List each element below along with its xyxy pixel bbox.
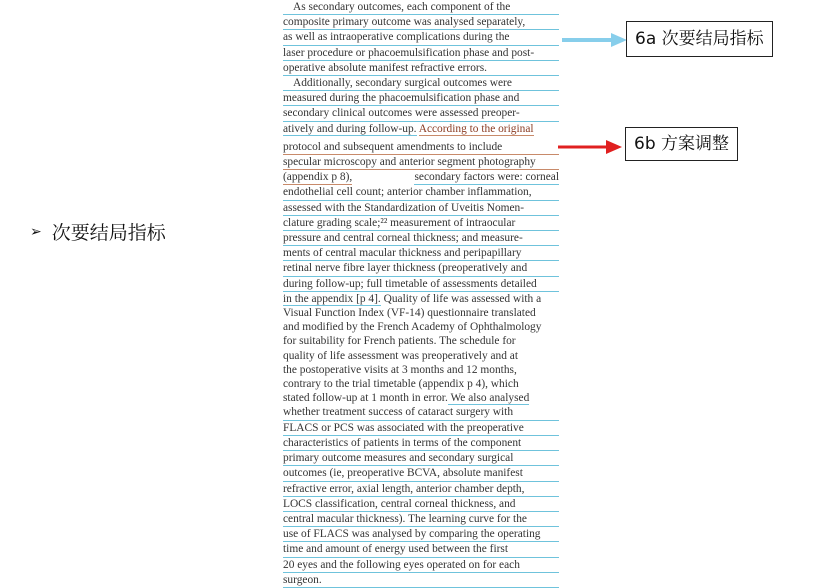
text-segment: We also analysed	[447, 392, 530, 405]
protocol-change-line: specular microscopy and anterior segment photography	[283, 155, 559, 170]
callout-secondary-outcomes: 6a 次要结局指标	[626, 21, 773, 57]
text-line: quality of life assessment was preoperatively and at	[283, 349, 519, 362]
slide-bullet	[30, 218, 166, 245]
text-line: surgeon.	[283, 573, 559, 588]
text-line: for suitability for French patients. The schedule for	[283, 335, 516, 348]
text-line: outcomes (ie, preoperative BCVA, absolute manifest	[283, 466, 559, 481]
text-line: characteristics of patients in terms of the component	[283, 436, 559, 451]
text-line: use of FLACS was analysed by comparing the operating	[283, 527, 559, 542]
text-segment: atively and during follow-up.	[283, 122, 417, 135]
text-line: Additionally, secondary surgical outcomes were	[283, 76, 559, 91]
text-line: endothelial cell count; anterior chamber inflammation,	[283, 185, 559, 200]
text-line-mixed	[283, 122, 559, 136]
protocol-change-start: According to the original	[418, 122, 534, 135]
text-line: operative absolute manifest refractive errors.	[283, 61, 559, 76]
text-line: LOCS classification, central corneal thickness, and	[283, 497, 559, 512]
text-line: laser procedure or phacoemulsification phase and post-	[283, 46, 559, 61]
text-line: measured during the phacoemulsification phase and	[283, 91, 559, 106]
text-line: as well as intraoperative complications during the	[283, 30, 559, 45]
protocol-change-line: protocol and subsequent amendments to include	[283, 140, 559, 155]
text-line: ments of central macular thickness and peripapillary	[283, 246, 559, 261]
text-line-mixed	[283, 292, 559, 306]
text-line: As secondary outcomes, each component of the	[283, 0, 559, 15]
text-line: pressure and central corneal thickness; and measure-	[283, 231, 559, 246]
text-line: whether treatment success of cataract surgery with	[283, 405, 559, 420]
paper-excerpt	[283, 0, 559, 588]
text-line: composite primary outcome was analysed separately,	[283, 15, 559, 30]
text-line-mixed	[283, 170, 559, 185]
paragraph-additional-outcomes	[283, 76, 559, 588]
text-line: time and amount of energy used between the first	[283, 542, 559, 557]
bullet-text: 次要结局指标	[51, 222, 166, 244]
text-line: contrary to the trial timetable (appendix p 4), which	[283, 378, 519, 391]
text-segment: in the appendix [p 4].	[283, 292, 381, 305]
text-line: retinal nerve fibre layer thickness (preoperatively and	[283, 261, 559, 276]
text-line: FLACS or PCS was associated with the preoperative	[283, 421, 559, 436]
text-line: during follow-up; full timetable of assessments detailed	[283, 277, 559, 292]
text-line: clature grading scale;²² measurement of intraocular	[283, 216, 559, 231]
text-line: primary outcome measures and secondary surgical	[283, 451, 559, 466]
text-line: the postoperative visits at 3 months and 12 months,	[283, 363, 517, 376]
text-line: central macular thickness). The learning curve for the	[283, 512, 559, 527]
text-segment: stated follow-up at 1 month in error.	[283, 392, 448, 405]
text-line: 20 eyes and the following eyes operated on for each	[283, 558, 559, 573]
paragraph-secondary-outcomes	[283, 0, 559, 76]
callout-protocol-changes: 6b 方案调整	[625, 127, 738, 161]
text-line: refractive error, axial length, anterior chamber depth,	[283, 482, 559, 497]
text-segment: secondary factors were: corneal	[414, 170, 559, 185]
text-line: secondary clinical outcomes were assessed preoper-	[283, 106, 559, 121]
text-line-mixed	[283, 391, 559, 405]
bullet-arrow-icon: ➢	[30, 223, 42, 240]
text-line: Visual Function Index (VF-14) questionnaire translated	[283, 307, 536, 320]
red-arrow	[558, 140, 622, 154]
protocol-change-end: (appendix p 8),	[283, 170, 352, 185]
text-line: and modified by the French Academy of Ophthalmology	[283, 321, 542, 334]
text-line: assessed with the Standardization of Uveitis Nomen-	[283, 201, 559, 216]
text-segment: Quality of life was assessed with a	[380, 292, 542, 305]
blue-arrow	[562, 33, 627, 47]
